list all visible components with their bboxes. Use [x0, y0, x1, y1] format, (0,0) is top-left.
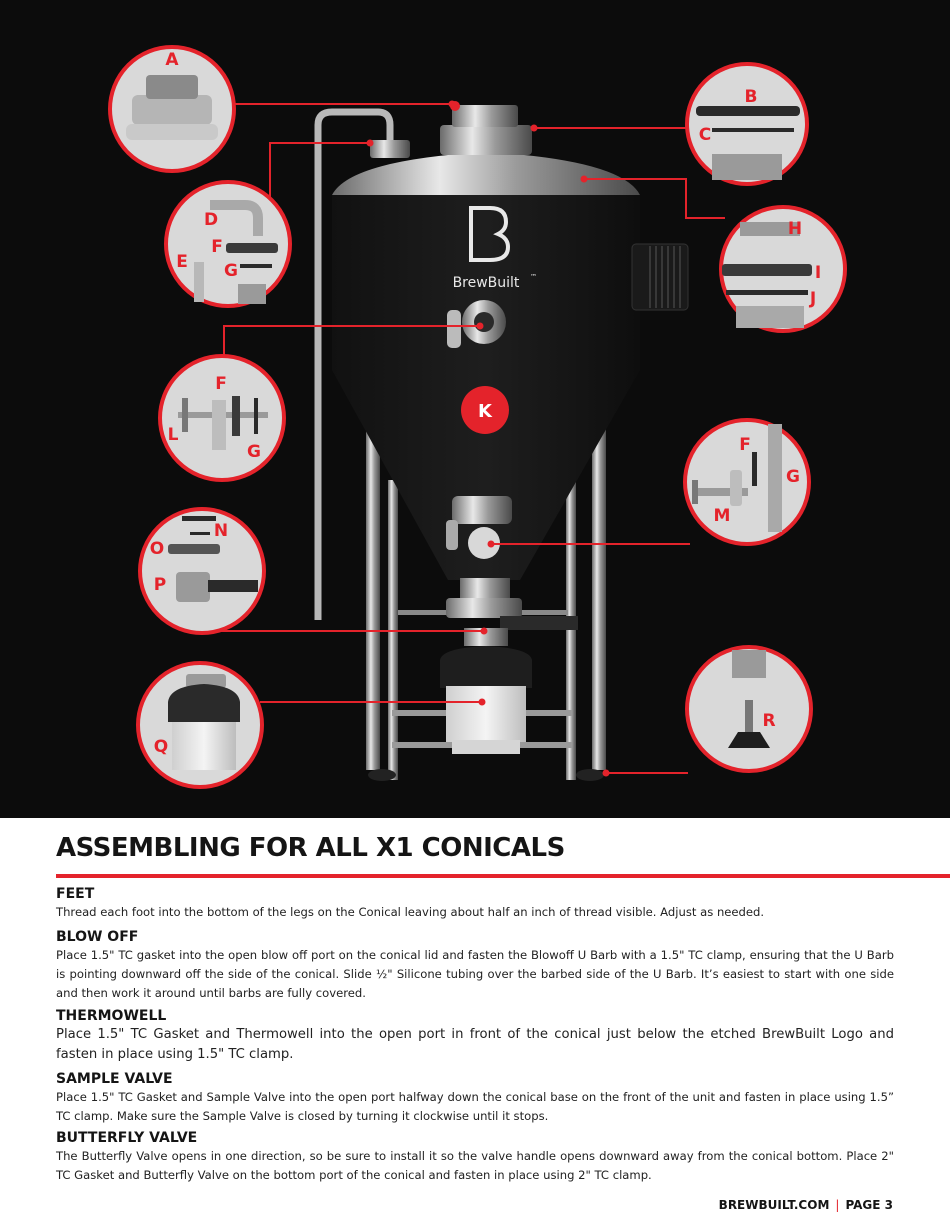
- title-divider: [56, 874, 950, 878]
- callout-bc: [687, 64, 807, 184]
- callout-letter: D: [203, 210, 219, 230]
- callout-letter: F: [215, 374, 227, 394]
- callout-hij: [721, 207, 845, 331]
- section-heading: BUTTERFLY VALVE: [56, 1130, 198, 1146]
- page-title: ASSEMBLING FOR ALL X1 CONICALS: [56, 833, 565, 863]
- callout-fgm: [685, 420, 809, 544]
- callout-letter: H: [787, 219, 803, 239]
- callout-nop: [140, 509, 264, 633]
- callout-letter: I: [814, 263, 822, 283]
- callout-letter: E: [176, 252, 188, 272]
- callout-letter: G: [247, 442, 261, 462]
- callout-letter: G: [786, 467, 800, 487]
- section-heading: FEET: [56, 886, 95, 902]
- collection-jar: [440, 646, 532, 754]
- section-sample-valve: [56, 1071, 894, 1126]
- callout-letter: F: [211, 237, 223, 257]
- section-thermowell: [56, 1008, 894, 1065]
- callout-a: [110, 47, 234, 171]
- callout-letter: J: [809, 289, 817, 309]
- callout-q: [138, 663, 262, 787]
- page-number: PAGE 3: [845, 1198, 893, 1212]
- callout-letter: P: [153, 575, 167, 595]
- page-footer: [719, 1198, 893, 1212]
- section-body: Place 1.5" TC gasket into the open blow off port on the conical lid and fasten the Blowoff U Barb with a 1.5" TC clamp, ensuring that the U Barb is pointing downward off the side of the conical. Slide ½" Silicone tubing over the barbed side of the U Barb. It’s easiest to start with one side and then work it around until barbs are fully covered.: [56, 948, 894, 1000]
- section-body: Place 1.5" TC Gasket and Thermowell into the open port in front of the conical just below the etched BrewBuilt Logo and fasten in place using 1.5" TC clamp.: [56, 1027, 894, 1062]
- section-heading: BLOW OFF: [56, 929, 139, 945]
- callout-letter: B: [744, 87, 758, 107]
- svg-text:K: K: [478, 401, 492, 422]
- section-feet: [56, 886, 894, 922]
- section-heading: THERMOWELL: [56, 1008, 167, 1024]
- badge-k: [461, 386, 509, 434]
- brand-trademark: ™: [530, 273, 537, 281]
- callout-letter: A: [165, 50, 179, 70]
- brand-name: BrewBuilt: [452, 275, 520, 291]
- section-heading: SAMPLE VALVE: [56, 1071, 173, 1087]
- callout-r: [687, 647, 811, 771]
- callout-letter: O: [149, 539, 165, 559]
- footer-separator: |: [835, 1198, 840, 1212]
- callout-letter: L: [167, 425, 179, 445]
- section-butterfly-valve: [56, 1130, 894, 1185]
- callout-flg: [160, 356, 284, 480]
- callout-letter: C: [698, 125, 712, 145]
- section-body: Thread each foot into the bottom of the legs on the Conical leaving about half an inch of thread visible. Adjust as needed.: [56, 905, 765, 919]
- callout-letter: F: [739, 435, 751, 455]
- callout-letter: R: [762, 711, 776, 731]
- footer-site-link[interactable]: BREWBUILT.COM: [718, 1198, 830, 1212]
- section-blow-off: [56, 929, 894, 1003]
- callout-letter: N: [213, 521, 229, 541]
- callout-letter: M: [713, 506, 731, 526]
- section-body: The Butterfly Valve opens in one direction, so be sure to install it so the valve handle opens downward away from the conical bottom. Place 2" TC Gasket and Butterfly Valve on the bottom port of the conical and fasten in place using 2" TC clamp.: [56, 1149, 894, 1182]
- callout-letter: G: [224, 261, 238, 281]
- callout-defg: [166, 182, 290, 306]
- callout-letter: Q: [153, 737, 169, 757]
- section-body: Place 1.5" TC Gasket and Sample Valve into the open port halfway down the conical base on the front of the unit and fasten in place using 1.5” TC clamp. Make sure the Sample Valve is closed by turning it clockwise until it stops.: [56, 1090, 894, 1123]
